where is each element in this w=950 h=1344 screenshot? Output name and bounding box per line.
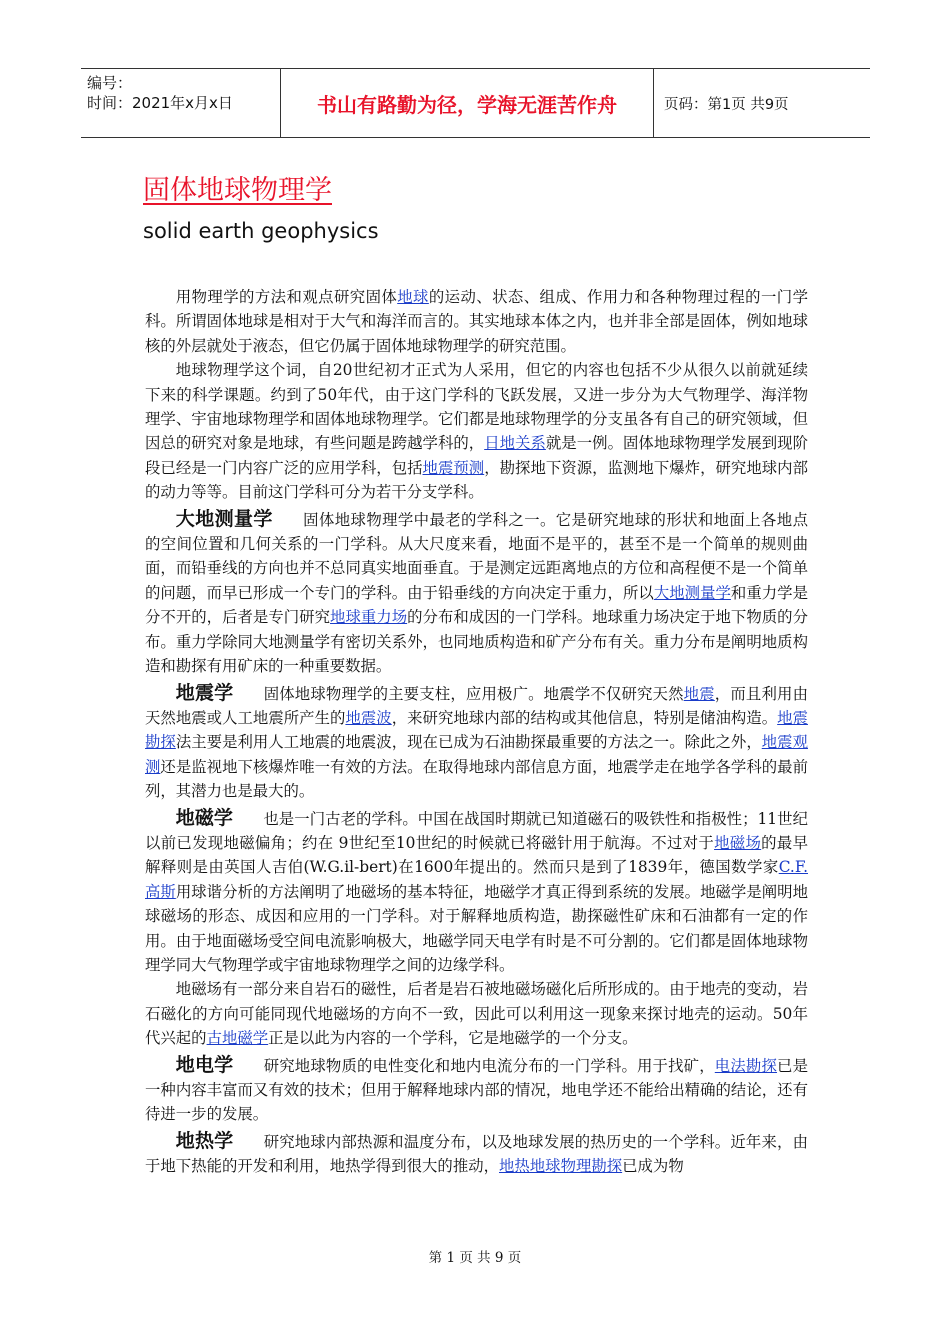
document-subtitle: solid earth geophysics (143, 219, 379, 243)
document-body (145, 285, 808, 1179)
section-seismology: 地震学 固体地球物理学的主要支柱，应用极广。地震学不仅研究天然地震，而且利用由天然地震或人工地震所产生的地震波，来研究地球内部的结构或其他信息，特别是储油构造。地震勘探法主要是利用人工地震的地震波，现在已成为石油勘探最重要的方法之一。除此之外，地震观测还是监视地下核爆炸唯一有效的方法。在取得地球内部信息方面，地震学走在地学各学科的最前列，其潜力也是最大的。 (145, 681, 808, 801)
intro-paragraph-1: 用物理学的方法和观点研究固体地球的运动、状态、组成、作用力和各种物理过程的一门学科。所谓固体地球是相对于大气和海洋而言的。其实地球本体之内，也并非全部是固体，例如地球核的外层就处于液态，但它仍属于固体地球物理学的研究范围。 (145, 288, 808, 355)
link-geodesy[interactable]: 大地测量学 (653, 583, 731, 602)
header-motto: 书山有路勤为径，学海无涯苦作舟 (281, 69, 654, 137)
link-seismic-wave[interactable]: 地震波 (345, 708, 392, 727)
header-meta (81, 69, 281, 137)
link-geomagnetic-field[interactable]: 地磁场 (714, 833, 762, 852)
link-paleomagnetism[interactable]: 古地磁学 (206, 1029, 269, 1048)
heading-seismology: 地震学 (175, 681, 234, 704)
page-header (81, 68, 870, 138)
heading-geoelectric: 地电学 (175, 1053, 234, 1076)
heading-geomagnetism: 地磁学 (175, 806, 233, 829)
link-electrical-prospecting[interactable]: 电法勘探 (714, 1056, 778, 1075)
code-label: 编号： (87, 74, 133, 92)
section-geoelectric: 地电学 研究地球物质的电性变化和地内电流分布的一门学科。用于找矿，电法勘探已是一种内容丰富而又有效的技术；但用于解释地球内部的情况，地电学还不能给出精确的结论，还有待进一步的发展。 (145, 1053, 808, 1124)
link-gravity-field[interactable]: 地球重力场 (330, 608, 408, 627)
heading-geothermal: 地热学 (175, 1129, 234, 1152)
time-label: 时间：2021年x月x日 (87, 94, 233, 112)
page-footer: 第 1 页 共 9 页 (428, 1250, 522, 1266)
paragraph-paleomagnetism: 地磁场有一部分来自岩石的磁性，后者是岩石被地磁场磁化后所形成的。由于地壳的变动，岩石磁化的方向可能同现代地磁场的方向不一致，因此可以利用这一现象来探讨地壳的运动。50年代兴起的古地磁学正是以此为内容的一个学科，它是地磁学的一个分支。 (145, 980, 808, 1048)
intro-paragraph-2: 地球物理学这个词，自20世纪初才正式为人采用，但它的内容也包括不少从很久以前就延续下来的科学课题。约到了50年代，由于这门学科的飞跃发展，又进一步分为大气物理学、海洋物理学、宇宙地球物理学和固体地球物理学。它们都是地球物理学的分支虽各有自己的研究领域，但因总的研究对象是地球，有些问题是跨越学科的，日地关系就是一例。固体地球物理学发展到现阶段已经是一门内容广泛的应用学科，包括地震预测，勘探地下资源，监测地下爆炸，研究地球内部的动力等等。目前这门学科可分为若干分支学科。 (145, 361, 808, 502)
section-geodesy: 大地测量学 固体地球物理学中最老的学科之一。它是研究地球的形状和地面上各地点的空间位置和几何关系的一门学科。从大尺度来看，地面不是平的，甚至不是一个简单的规则曲面，而铅垂线的方向也并不总同真实地面垂直。于是测定远距离地点的方位和高程便不是一个简单的问题，而早已形成一个专门的学科。由于铅垂线的方向决定于重力，所以大地测量学和重力学是分不开的，后者是专门研究地球重力场的分布和成因的一门学科。地球重力场决定于地下物质的分布。重力学除同大地测量学有密切关系外，也同地质构造和矿产分布有关。重力分布是阐明地质构造和勘探有用矿床的一种重要数据。 (145, 507, 808, 676)
header-page-info: 页码：第1页 共9页 (664, 96, 789, 113)
link-earth[interactable]: 地球 (397, 288, 429, 306)
link-earthquake-prediction[interactable]: 地震预测 (422, 458, 485, 477)
heading-geodesy: 大地测量学 (175, 507, 273, 530)
link-geothermal-prospecting[interactable]: 地热地球物理勘探 (499, 1157, 623, 1176)
section-geothermal: 地热学 研究地球内部热源和温度分布，以及地球发展的热历史的一个学科。近年来，由于地下热能的开发和利用，地热学得到很大的推动，地热地球物理勘探已成为物 (145, 1129, 808, 1176)
link-solar-terrestrial[interactable]: 日地关系 (484, 434, 546, 453)
link-earthquake[interactable]: 地震 (683, 684, 715, 703)
section-geomagnetism: 地磁学 也是一门古老的学科。中国在战国时期就已知道磁石的吸铁性和指极性；11世纪以前已发现地磁偏角；约在 9世纪至10世纪的时候就已将磁针用于航海。不过对于地磁场的最早解释则是由英国人吉伯(W.G.il-bert)在1600年提出的。然而只是到了1839年，德国数学家C.F.高斯用球谐分析的方法阐明了地磁场的基本特征，地磁学才真正得到系统的发展。地磁学是阐明地球磁场的形态、成因和应用的一门学科。对于解释地质构造，勘探磁性矿床和石油都有一定的作用。由于地面磁场受空间电流影响极大，地磁学同天电学有时是不可分割的。它们都是固体地球物理学同大气物理学或宇宙地球物理学之间的边缘学科。 (145, 806, 808, 974)
link-gauss[interactable]: C.F.高斯 (145, 858, 808, 901)
link-seismic-observation[interactable]: 地震观测 (145, 733, 808, 776)
document-title[interactable]: 固体地球物理学 (143, 175, 332, 206)
link-seismic-exploration[interactable]: 地震勘探 (145, 708, 808, 752)
